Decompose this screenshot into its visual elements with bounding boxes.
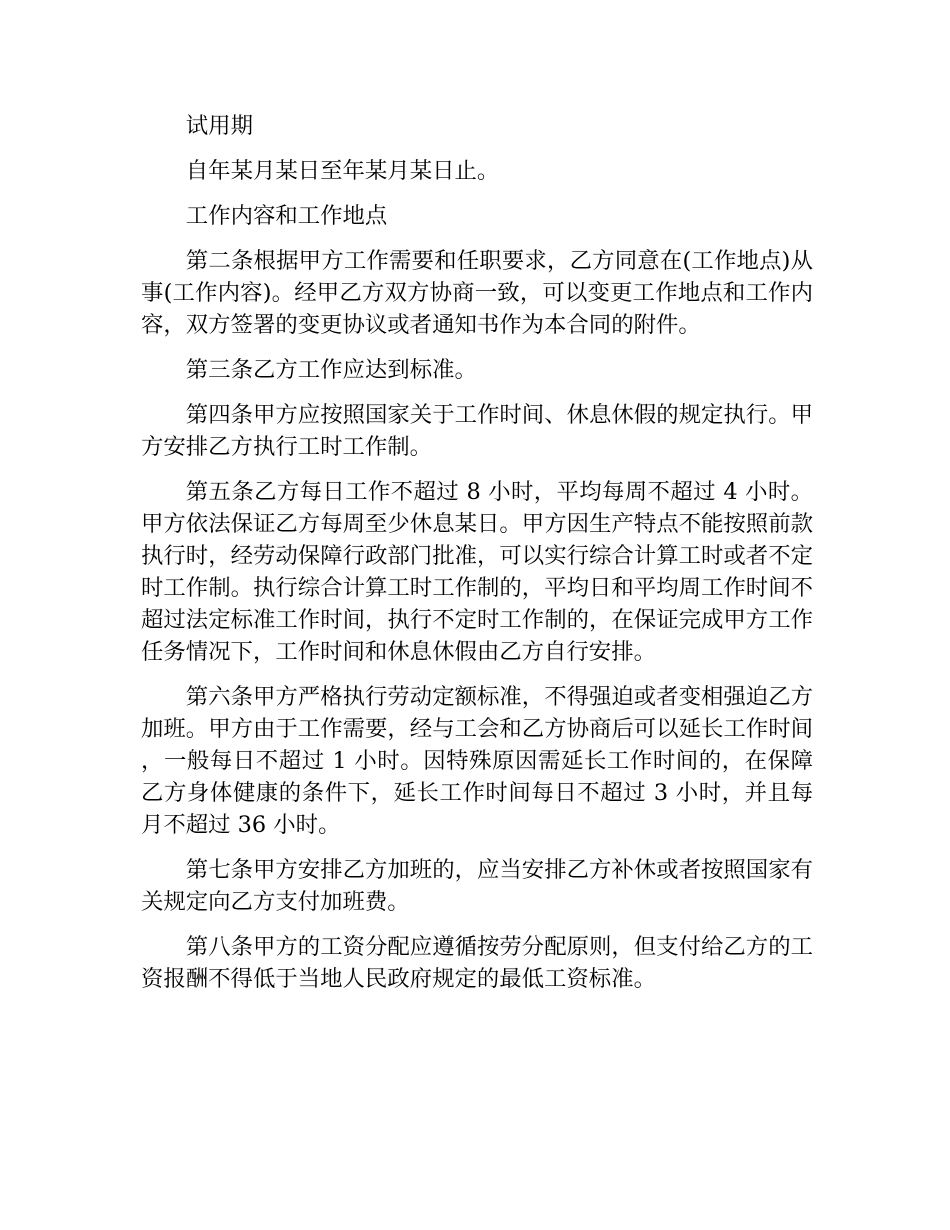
article-7: 第七条甲方安排乙方加班的，应当安排乙方补休或者按照国家有关规定向乙方支付加班费。	[141, 857, 813, 915]
article-2: 第二条根据甲方工作需要和任职要求，乙方同意在(工作地点)从事(工作内容)。经甲乙方双方协商一致，可以变更工作地点和工作内容，双方签署的变更协议或者通知书作为本合同的附件。	[141, 248, 813, 338]
article-6: 第六条甲方严格执行劳动定额标准，不得强迫或者变相强迫乙方加班。甲方由于工作需要，经与工会和乙方协商后可以延长工作时间，一般每日不超过 1 小时。因特殊原因需延长工作时间的，在保障乙方身体健康的条件下，延长工作时间每日不超过 3 小时，并且每月不超过 36 小时。	[141, 684, 813, 838]
section-heading-work-content: 工作内容和工作地点	[185, 203, 388, 229]
section-heading-probation: 试用期	[185, 113, 253, 139]
document-body	[141, 110, 813, 1008]
article-8: 第八条甲方的工资分配应遵循按劳分配原则，但支付给乙方的工资报酬不得低于当地人民政府规定的最低工资标准。	[141, 934, 813, 992]
article-4: 第四条甲方应按照国家关于工作时间、休息休假的规定执行。甲方安排乙方执行工时工作制。	[141, 402, 813, 460]
probation-period-text: 自年某月某日至年某月某日止。	[185, 158, 500, 184]
article-5: 第五条乙方每日工作不超过 8 小时，平均每周不超过 4 小时。甲方依法保证乙方每周至少休息某日。甲方因生产特点不能按照前款执行时，经劳动保障行政部门批准，可以实行综合计算工时或者不定时工作制。执行综合计算工时工作制的，平均日和平均周工作时间不超过法定标准工作时间，执行不定时工作制的，在保证完成甲方工作任务情况下，工作时间和休息休假由乙方自行安排。	[141, 479, 813, 665]
article-3: 第三条乙方工作应达到标准。	[185, 357, 477, 383]
